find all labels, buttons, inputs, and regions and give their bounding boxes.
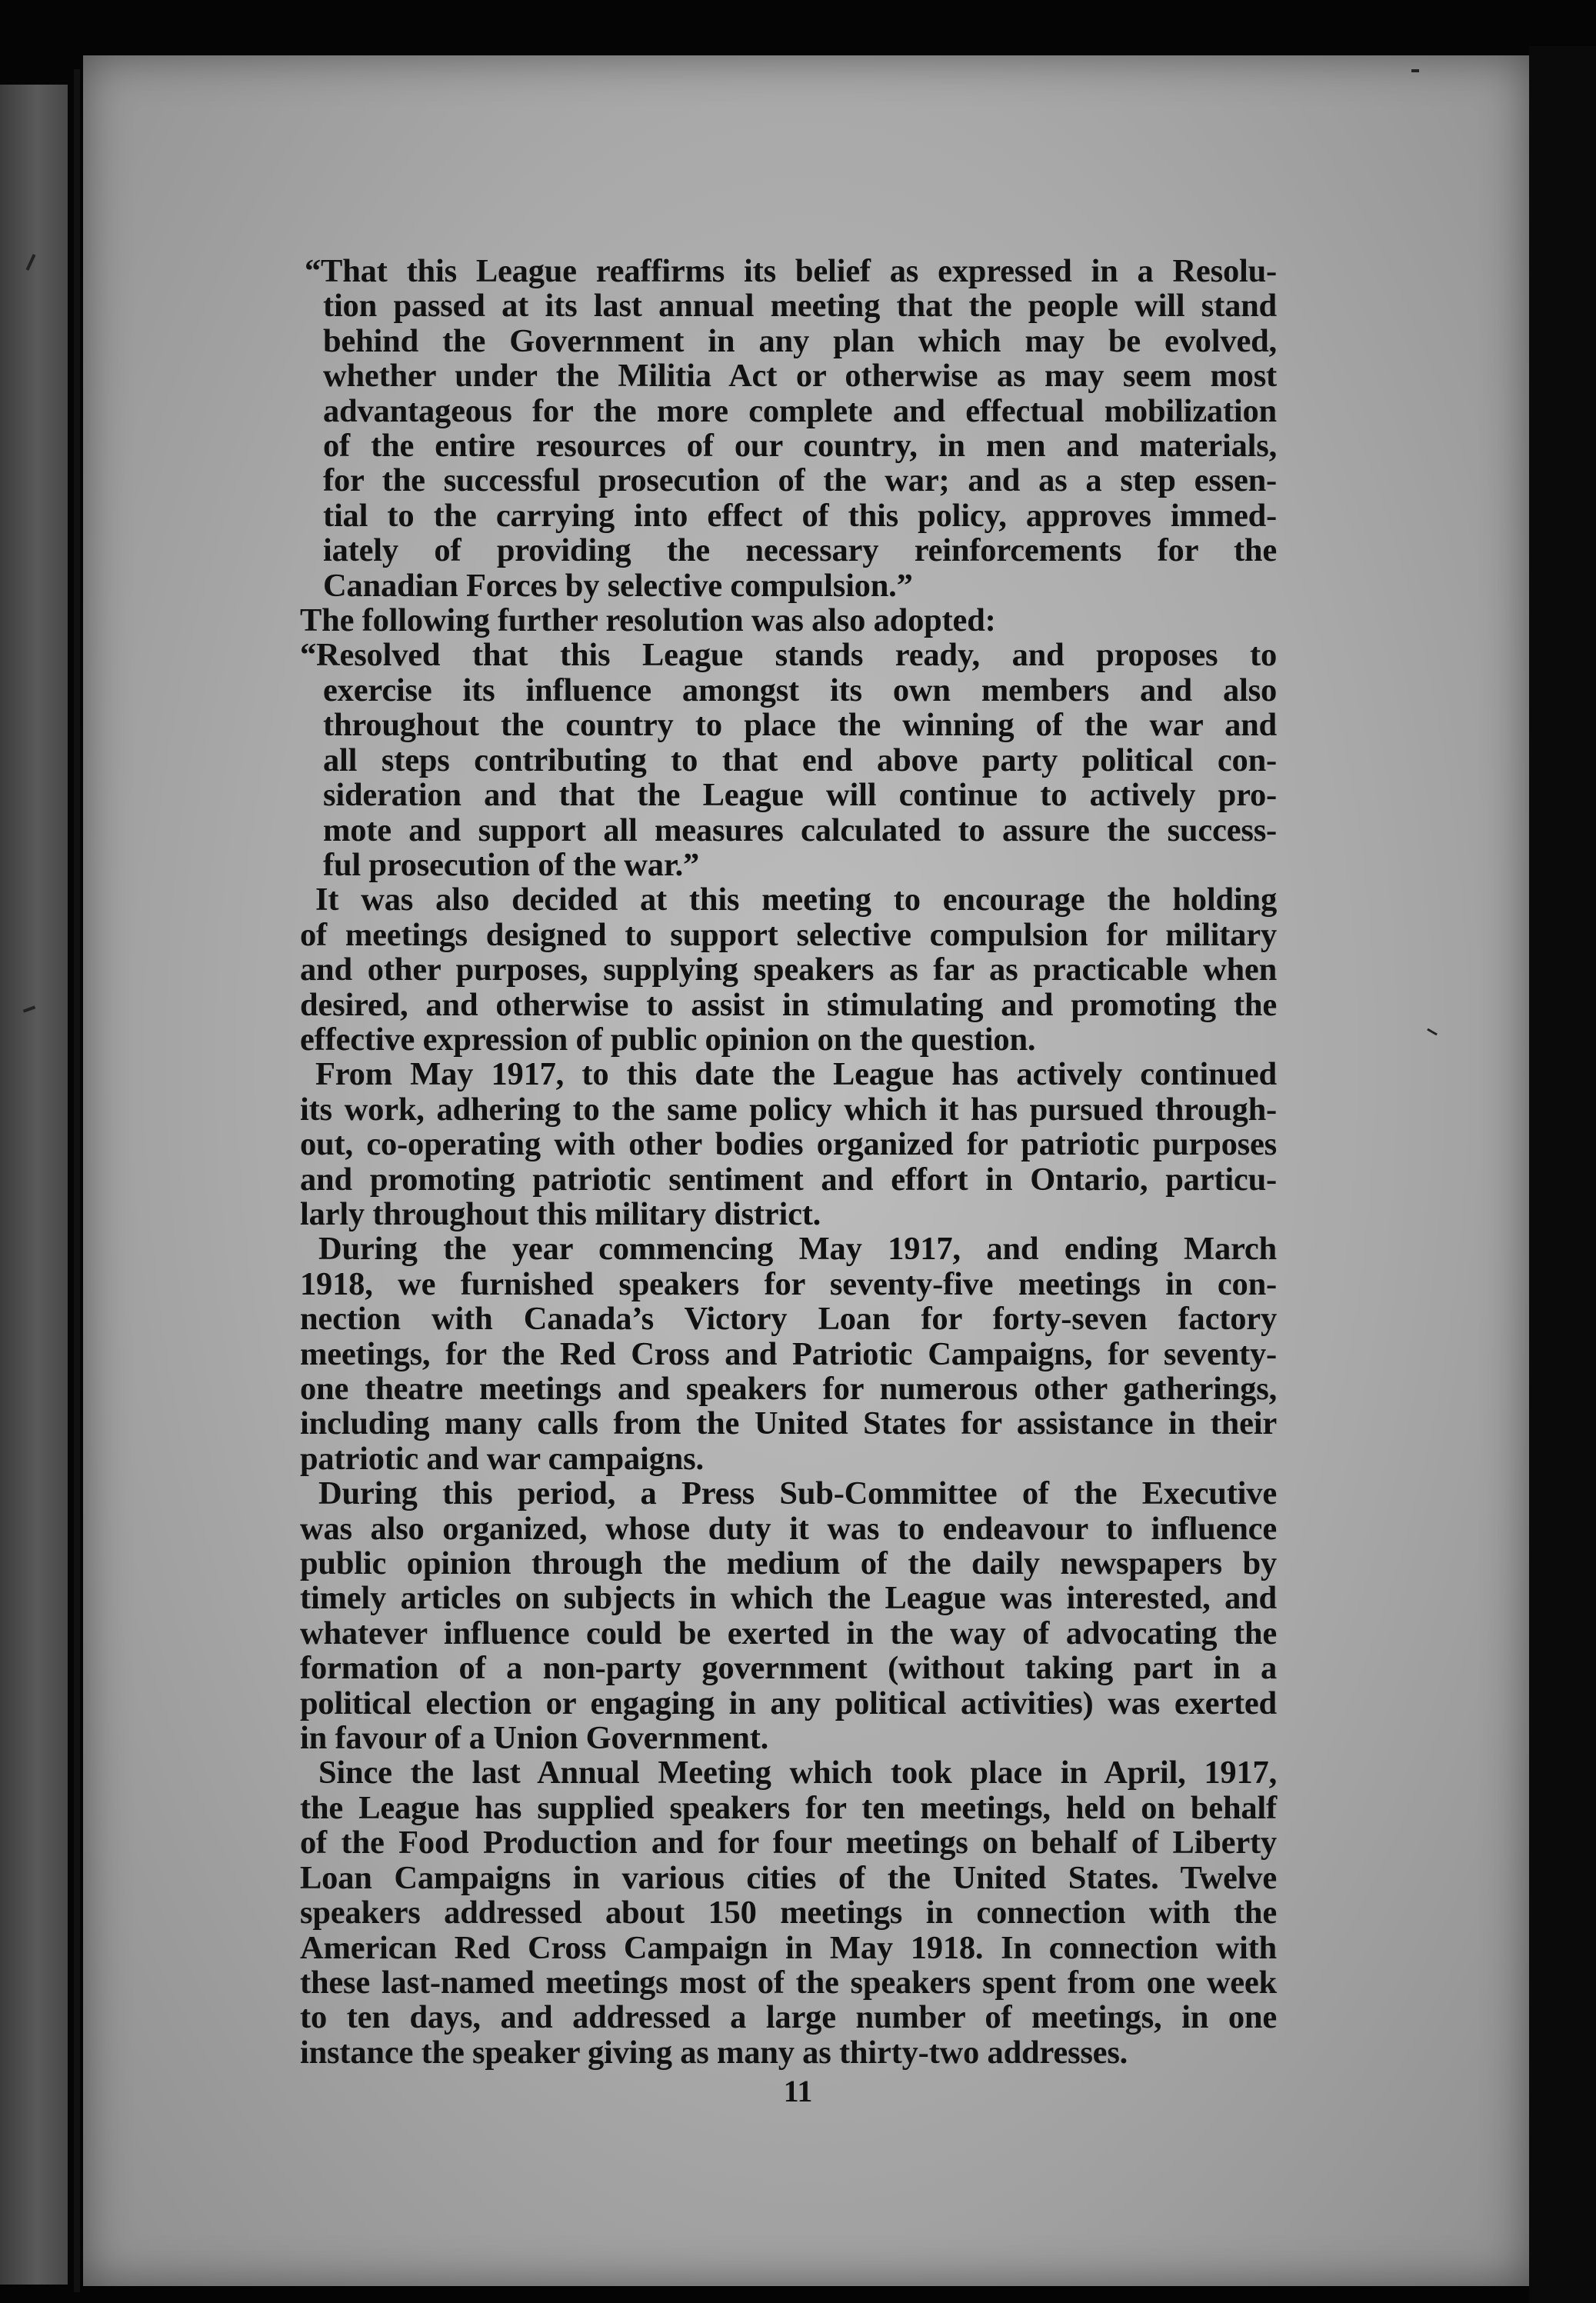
text-line: During the year commencing May 1917, and ending March [318, 1231, 1277, 1268]
text-line: exercise its influence amongst its own members and also [323, 672, 1277, 708]
text-line: sideration and that the League will continue to actively pro- [323, 777, 1277, 814]
previous-page-edge [0, 85, 68, 2285]
text-line: nection with Canada’s Victory Loan for forty-seven factory [300, 1301, 1277, 1338]
text-line: patriotic and war campaigns. [300, 1440, 704, 1477]
text-line: was also organized, whose duty it was to endeavour to influence [300, 1510, 1277, 1547]
text-line: tial to the carrying into effect of this policy, approves immed- [323, 497, 1277, 534]
body-text [300, 254, 1277, 2070]
text-line: tion passed at its last annual meeting that the people will stand [323, 288, 1277, 325]
right-page-edge [1529, 46, 1596, 2303]
text-line: whatever influence could be exerted in the way of advocating the [300, 1615, 1277, 1651]
text-line: The following further resolution was also adopted: [300, 602, 996, 639]
text-line: ful prosecution of the war.” [323, 846, 700, 883]
text-line: “That this League reaffirms its belief as expressed in a Resolu- [305, 253, 1277, 289]
text-line: “Resolved that this League stands ready, and proposes to [300, 637, 1277, 674]
text-line: whether under the Militia Act or otherwise as may seem most [323, 358, 1277, 395]
text-line: of meetings designed to support selective compulsion for military [300, 916, 1277, 953]
text-line: 1918, we furnished speakers for seventy-five meetings in con- [300, 1265, 1277, 1302]
text-line: Canadian Forces by selective compulsion.” [323, 567, 913, 604]
text-line: and promoting patriotic sentiment and effort in Ontario, particu- [300, 1161, 1277, 1198]
text-line: out, co-operating with other bodies organized for patriotic purposes [300, 1126, 1277, 1163]
text-line: American Red Cross Campaign in May 1918. In connection with [300, 1929, 1277, 1966]
text-line: political election or engaging in any political activities) was exerted [300, 1685, 1277, 1721]
text-line: Since the last Annual Meeting which took place in April, 1917, [318, 1755, 1277, 1791]
text-line: effective expression of public opinion on the question. [300, 1021, 1036, 1058]
text-line: for the successful prosecution of the war; and as a step essen- [323, 462, 1277, 499]
text-line: to ten days, and addressed a large number of meetings, in one [300, 1999, 1277, 2036]
page-number: 11 [783, 2074, 813, 2108]
binding-line [74, 69, 80, 2292]
text-line: behind the Government in any plan which may be evolved, [323, 322, 1277, 359]
scan-speck [1411, 69, 1419, 72]
text-line: speakers addressed about 150 meetings in connection with the [300, 1895, 1277, 1931]
text-line: desired, and otherwise to assist in stimulating and promoting the [300, 986, 1277, 1023]
text-line: of the Food Production and for four meetings on behalf of Liberty [300, 1825, 1277, 1861]
text-line: in favour of a Union Government. [300, 1720, 769, 1757]
text-line: public opinion through the medium of the daily newspapers by [300, 1545, 1277, 1582]
text-line: including many calls from the United States for assistance in their [300, 1405, 1277, 1442]
text-line: larly throughout this military district. [300, 1195, 821, 1232]
text-line: It was also decided at this meeting to encourage the holding [315, 882, 1277, 918]
text-line: Loan Campaigns in various cities of the United States. Twelve [300, 1859, 1277, 1896]
text-line: throughout the country to place the winning of the war and [323, 707, 1277, 744]
text-line: timely articles on subjects in which the League was interested, and [300, 1580, 1277, 1617]
text-line: of the entire resources of our country, in men and materials, [323, 428, 1277, 465]
text-line: the League has supplied speakers for ten meetings, held on behalf [300, 1789, 1277, 1826]
text-line: iately of providing the necessary reinforcements for the [323, 532, 1277, 569]
text-line: one theatre meetings and speakers for numerous other gatherings, [300, 1371, 1277, 1407]
text-line: these last-named meetings most of the speakers spent from one week [300, 1964, 1277, 2001]
text-line: all steps contributing to that end above party political con- [323, 742, 1277, 778]
text-line: its work, adhering to the same policy which it has pursued through- [300, 1091, 1277, 1128]
text-line: formation of a non-party government (without taking part in a [300, 1650, 1277, 1687]
text-line: mote and support all measures calculated to assure the success- [323, 812, 1277, 848]
text-line: instance the speaker giving as many as thirty-two addresses. [300, 2034, 1128, 2071]
text-line: From May 1917, to this date the League has actively continued [315, 1056, 1277, 1093]
text-line: and other purposes, supplying speakers as far as practicable when [300, 952, 1277, 988]
text-line: During this period, a Press Sub-Committee of the Executive [318, 1475, 1277, 1512]
text-line: advantageous for the more complete and effectual mobilization [323, 392, 1277, 429]
text-line: meetings, for the Red Cross and Patriotic Campaigns, for seventy- [300, 1335, 1277, 1372]
